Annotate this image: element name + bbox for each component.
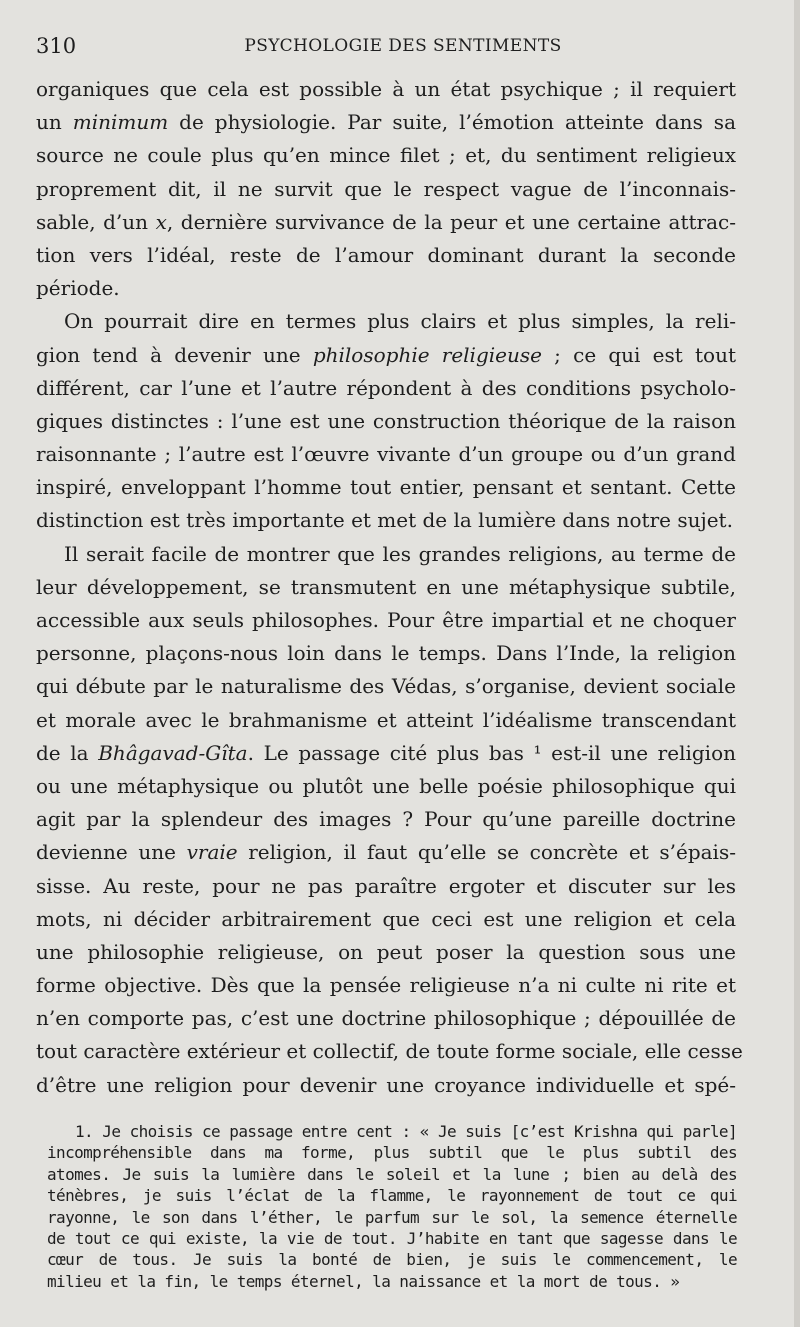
text-line [36, 206, 736, 239]
text-line [36, 737, 736, 770]
footnotes [47, 1121, 737, 1292]
text-run: proprement dit, il ne survit que le respect vague de l’inconnais- [36, 176, 736, 201]
text-line [36, 471, 736, 504]
text-run: raisonnante ; l’autre est l’œuvre vivante d’un groupe ou d’un grand [36, 442, 736, 467]
text-run: d’être une religion pour devenir une croyance individuelle et spé- [36, 1072, 736, 1097]
text-line [36, 637, 736, 670]
footnote-line: 1. Je choisis ce passage entre cent : « Je suis [c’est Krishna qui parle] [75, 1122, 737, 1141]
text-line [36, 803, 736, 836]
text-run: ; ce qui est tout [541, 342, 736, 367]
text-line [36, 870, 736, 903]
text-run: religion, il faut qu’elle se concrète et s’épais- [237, 840, 736, 865]
text-run: une philosophie religieuse, on peut poser la question sous une [36, 939, 736, 964]
page-header [36, 34, 736, 60]
text-line [36, 770, 736, 803]
text-run: leur développement, se transmutent en une métaphysique subtile, [36, 574, 736, 599]
text-line [36, 438, 736, 471]
footnote-line: rayonne, le son dans l’éther, le parfum sur le sol, la semence éternelle [47, 1207, 737, 1227]
body-text [36, 73, 743, 1102]
text-run: inspiré, enveloppant l’homme tout entier, pensant et sentant. Cette [36, 475, 736, 500]
text-run: sisse. Au reste, pour ne pas paraître ergoter et discuter sur les [36, 873, 736, 898]
text-run: de la [36, 740, 99, 765]
text-line [36, 969, 736, 1002]
text-line [36, 836, 736, 869]
text-run: organiques que cela est possible à un état psychique ; il requiert [36, 77, 736, 101]
text-line [36, 903, 736, 936]
text-run: tion vers l’idéal, reste de l’amour dominant durant la seconde [36, 242, 736, 267]
page-edge [794, 0, 800, 1327]
italic-term: Bhâgavad-Gîta [98, 740, 248, 765]
text-line [36, 305, 736, 338]
text-line [36, 372, 736, 405]
text-line [36, 1035, 743, 1068]
text-line [36, 704, 736, 737]
text-line [36, 936, 736, 969]
footnote-line: milieu et la fin, le temps éternel, la naissance et la mort de tous. » [47, 1271, 680, 1291]
text-run: différent, car l’une et l’autre répondent à des conditions psycholo- [36, 375, 736, 400]
text-line [36, 173, 736, 206]
text-line [36, 604, 736, 637]
text-run: distinction est très importante et met de la lumière dans notre sujet. [36, 508, 733, 533]
text-run: personne, plaçons-nous loin dans le temps. Dans l’Inde, la religion [36, 641, 736, 666]
text-run: source ne coule plus qu’en mince filet ; et, du sentiment religieux [36, 143, 736, 168]
italic-term: vraie [186, 840, 238, 865]
text-line [36, 139, 736, 172]
text-line [36, 571, 736, 604]
text-run: période. [36, 276, 120, 301]
page-number: 310 [36, 34, 77, 58]
text-run: et morale avec le brahmanisme et atteint l’idéalisme transcendant [36, 707, 736, 732]
text-line [36, 1002, 736, 1035]
text-run: Il serait facile de montrer que les grandes religions, au terme de [64, 541, 736, 566]
text-run: agit par la splendeur des images ? Pour qu’une pareille doctrine [36, 807, 736, 832]
text-run: n’en comporte pas, c’est une doctrine philosophique ; dépouillée de [36, 1006, 736, 1031]
text-run: On pourrait dire en termes plus clairs et plus simples, la reli- [64, 309, 736, 334]
italic-term: minimum [72, 110, 169, 135]
text-line [36, 106, 736, 139]
text-run: un [36, 110, 73, 135]
text-run: devienne une [36, 840, 187, 865]
text-run: de physiologie. Par suite, l’émotion atteinte dans sa [168, 110, 736, 135]
text-run: forme objective. Dès que la pensée religieuse n’a ni culte ni rite et [36, 973, 736, 998]
text-run: gion tend à devenir une [36, 342, 313, 367]
text-run: . Le passage cité plus bas ¹ est-il une religion [247, 740, 736, 765]
text-line [36, 272, 736, 305]
text-run: sable, d’un [36, 209, 156, 234]
footnote-line: incompréhensible dans ma forme, plus subtil que le plus subtil des [47, 1143, 737, 1163]
footnote-line: cœur de tous. Je suis la bonté de bien, je suis le commencement, le [47, 1250, 737, 1270]
text-line [36, 73, 736, 106]
running-title: PSYCHOLOGIE DES SENTIMENTS [244, 36, 562, 56]
text-line [36, 670, 736, 703]
text-line [36, 239, 736, 272]
text-run: , dernière survivance de la peur et une certaine attrac- [166, 209, 736, 234]
text-run: accessible aux seuls philosophes. Pour être impartial et ne choquer [36, 608, 736, 632]
italic-term: philosophie religieuse [312, 342, 542, 367]
footnote-line: de tout ce qui existe, la vie de tout. J’habite en tant que sagesse dans le [47, 1228, 737, 1248]
text-line [36, 538, 736, 571]
text-run: tout caractère extérieur et collectif, de toute forme sociale, elle cesse [36, 1039, 743, 1064]
text-line [36, 405, 736, 438]
text-line [36, 504, 736, 537]
footnote-line: atomes. Je suis la lumière dans le soleil et la lune ; bien au delà des [47, 1164, 737, 1184]
text-run: qui débute par le naturalisme des Védas, s’organise, devient sociale [36, 674, 736, 699]
text-line [36, 339, 736, 372]
italic-term: x [155, 209, 167, 234]
text-run: giques distinctes : l’une est une construction théorique de la raison [36, 408, 736, 433]
text-run: ou une métaphysique ou plutôt une belle poésie philosophique qui [36, 773, 736, 798]
footnote-line: ténèbres, je suis l’éclat de la flamme, le rayonnement de tout ce qui [47, 1186, 737, 1206]
text-run: mots, ni décider arbitrairement que ceci est une religion et cela [36, 906, 736, 931]
text-line [36, 1069, 736, 1102]
